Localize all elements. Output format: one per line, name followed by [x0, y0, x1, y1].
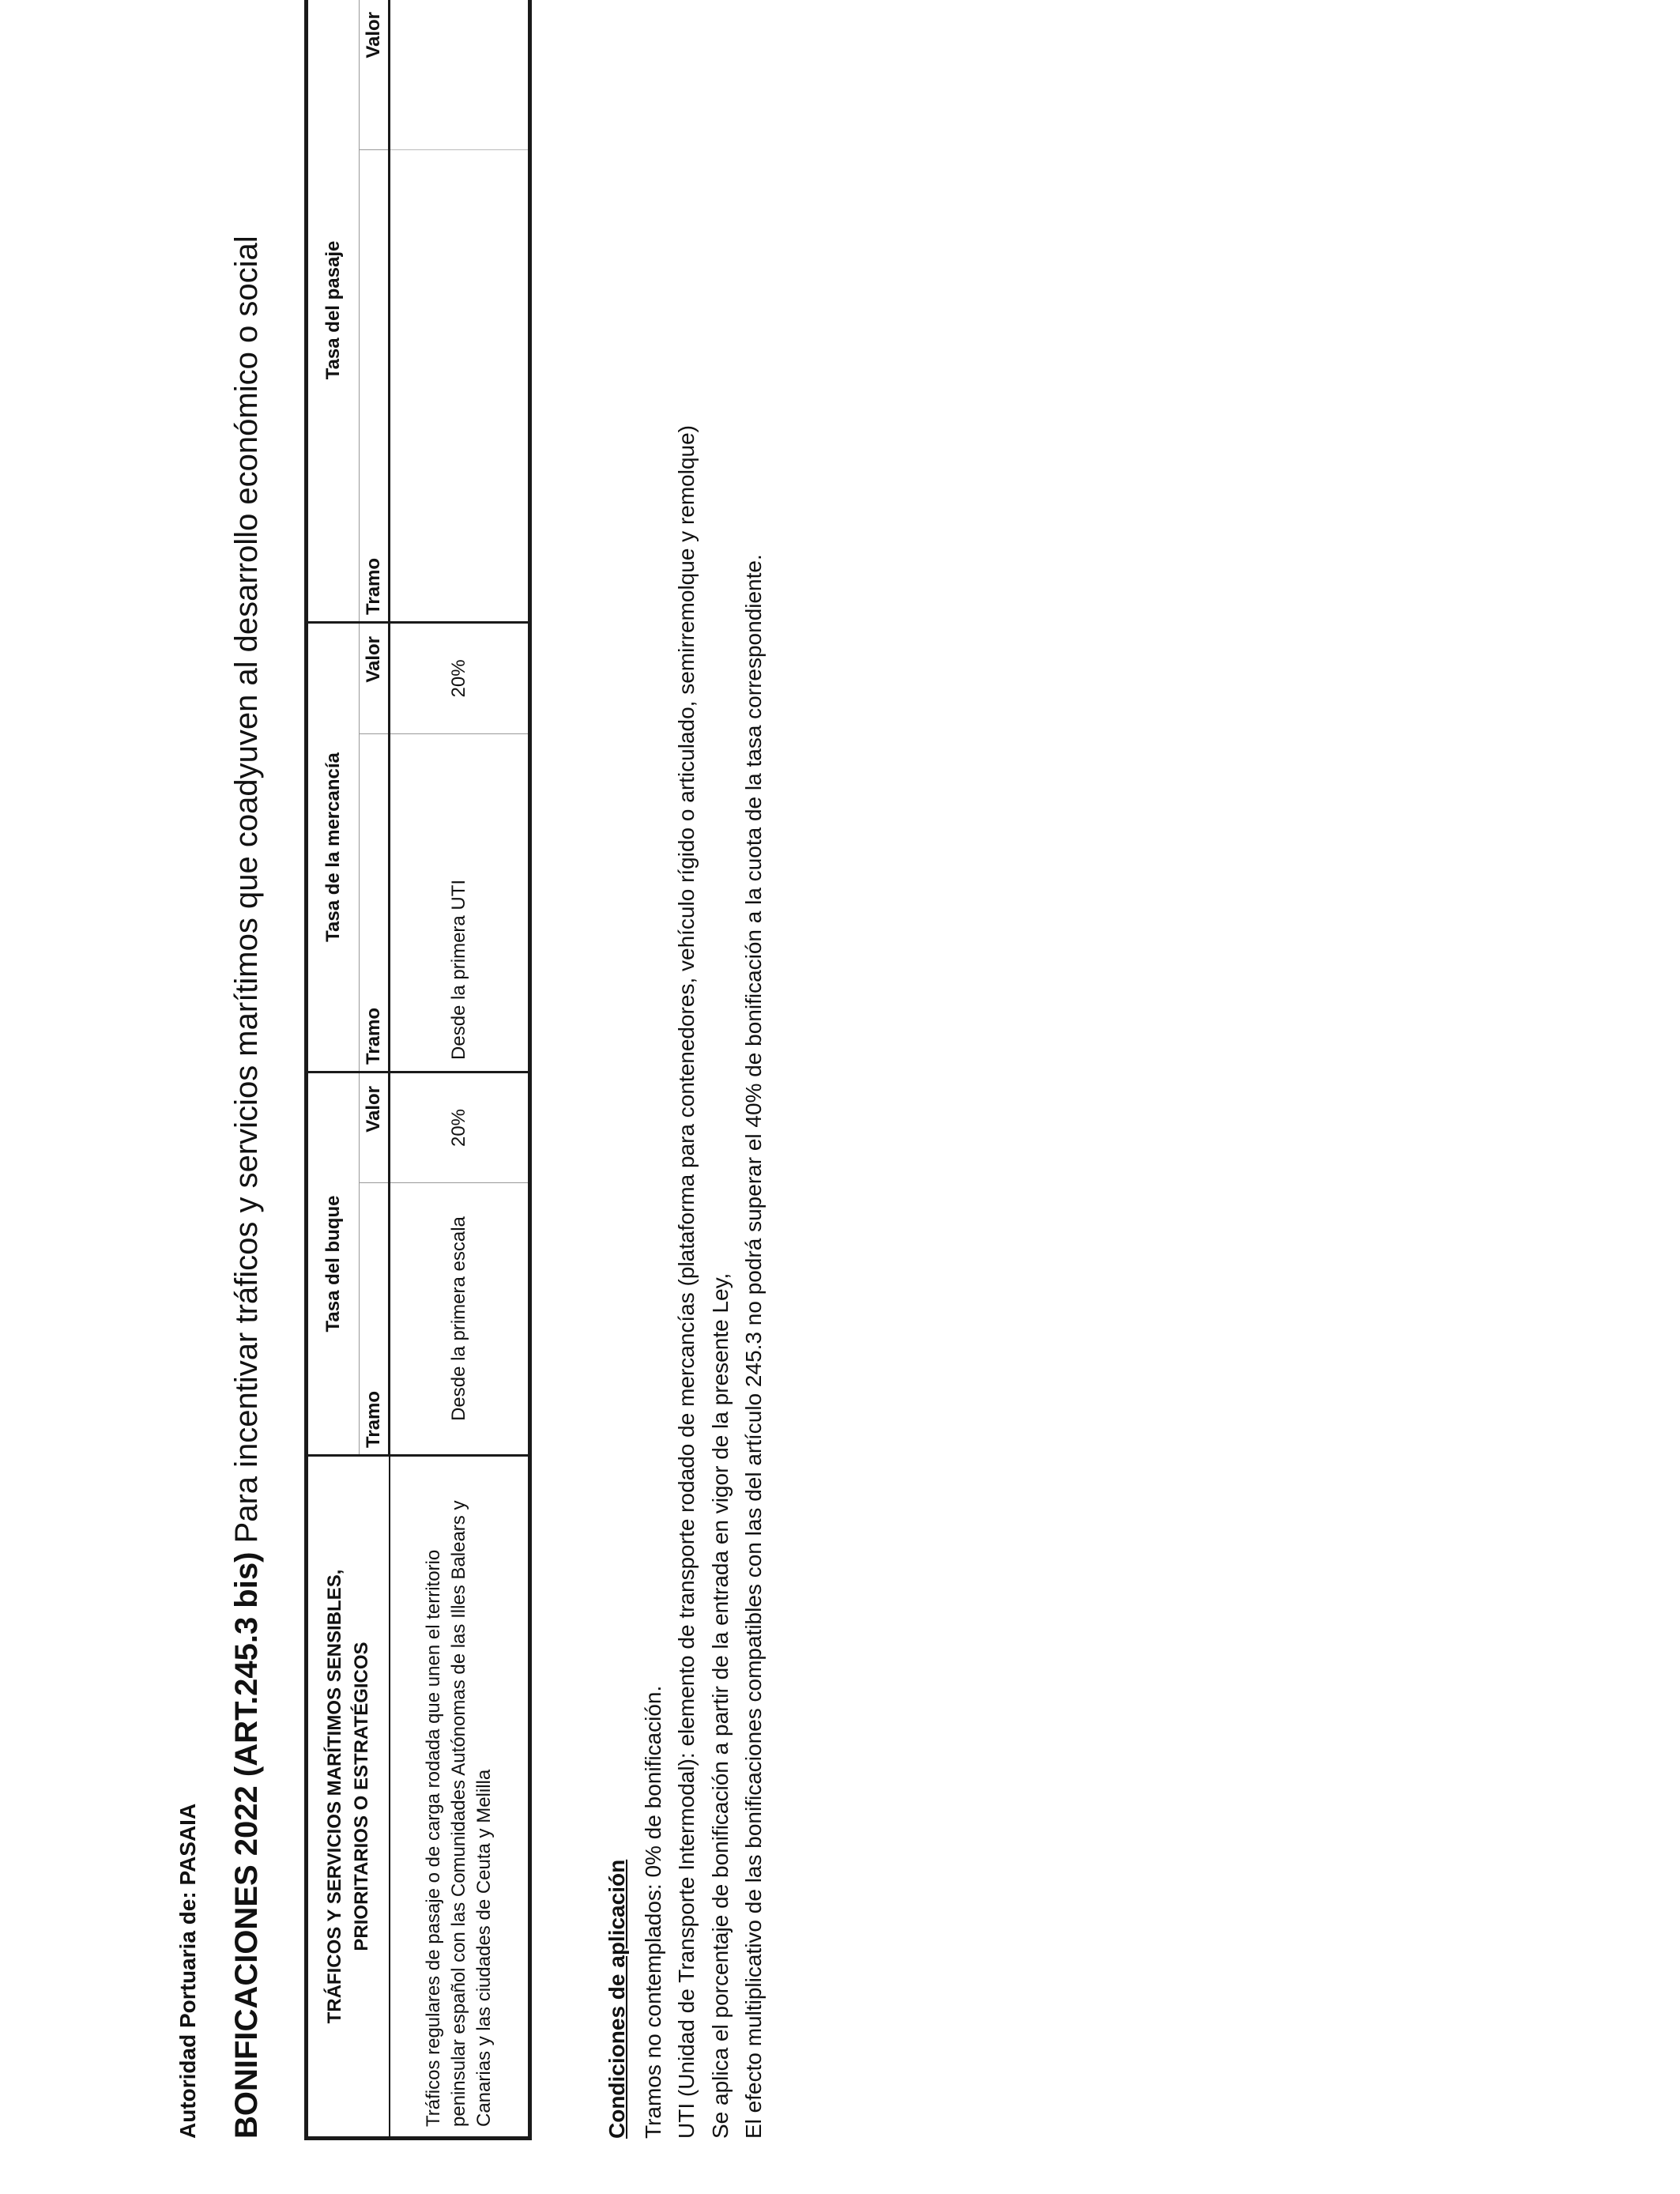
mercancia-valor-cell: 20% [390, 622, 530, 733]
page-title [229, 236, 265, 2139]
mercancia-tramo-cell: Desde la primera UTI [390, 733, 530, 1072]
buque-tramo-cell: Desde la primera escala [390, 1183, 530, 1456]
pasaje-valor-cell [390, 0, 530, 149]
group-header-pasaje: Tasa del pasaje [307, 0, 360, 622]
table-row [390, 0, 530, 2139]
bonifications-table [304, 0, 532, 2140]
title-bold: BONIFICACIONES 2022 (ART.245.3 bis) [229, 1551, 264, 2139]
mercancia-tramo-header: Tramo [360, 733, 390, 1072]
pasaje-valor-header: Valor [360, 0, 390, 149]
title-rest: Para incentivar tráficos y servicios marítimos que coadyuven al desarrollo económico o social [229, 236, 264, 1544]
condition-line: Tramos no contemplados: 0% de bonificación. [640, 1685, 665, 2139]
conditions-title: Condiciones de aplicación [605, 1859, 629, 2139]
condition-line: Se aplica el porcentaje de bonificación a partir de la entrada en vigor de la presente Ley, [707, 1272, 733, 2139]
category-header: TRÁFICOS Y SERVICIOS MARÍTIMOS SENSIBLES, PRIORITARIOS O ESTRATÉGICOS [307, 1456, 390, 2139]
pasaje-tramo-cell [390, 149, 530, 622]
condition-line: UTI (Unidad de Transporte Intermodal): elemento de transporte rodado de mercancías (plataforma para contenedores, vehículo rígido o articulado, semirremolque y remolque) [674, 424, 699, 2139]
buque-valor-header: Valor [360, 1072, 390, 1182]
conditions-section [601, 44, 771, 2139]
buque-tramo-header: Tramo [360, 1183, 390, 1456]
mercancia-valor-header: Valor [360, 622, 390, 733]
port-authority-label: Autoridad Portuaria de: PASAIA [175, 1803, 200, 2139]
table-header-row [307, 0, 360, 2139]
condition-line: El efecto multiplicativo de las bonificaciones compatibles con las del artículo 245.3 no podrá superar el 40% de bonificación a la cuota de la tasa correspondiente. [741, 554, 766, 2139]
row-category: Tráficos regulares de pasaje o de carga rodada que unen el territorio peninsular español con las Comunidades Autónomas de las Illes Balears y Canarias y las ciudades de Ceuta y Melilla [390, 1456, 530, 2139]
buque-valor-cell: 20% [390, 1072, 530, 1182]
group-header-buque: Tasa del buque [307, 1072, 360, 1455]
pasaje-tramo-header: Tramo [360, 149, 390, 622]
group-header-mercancia: Tasa de la mercancía [307, 622, 360, 1072]
